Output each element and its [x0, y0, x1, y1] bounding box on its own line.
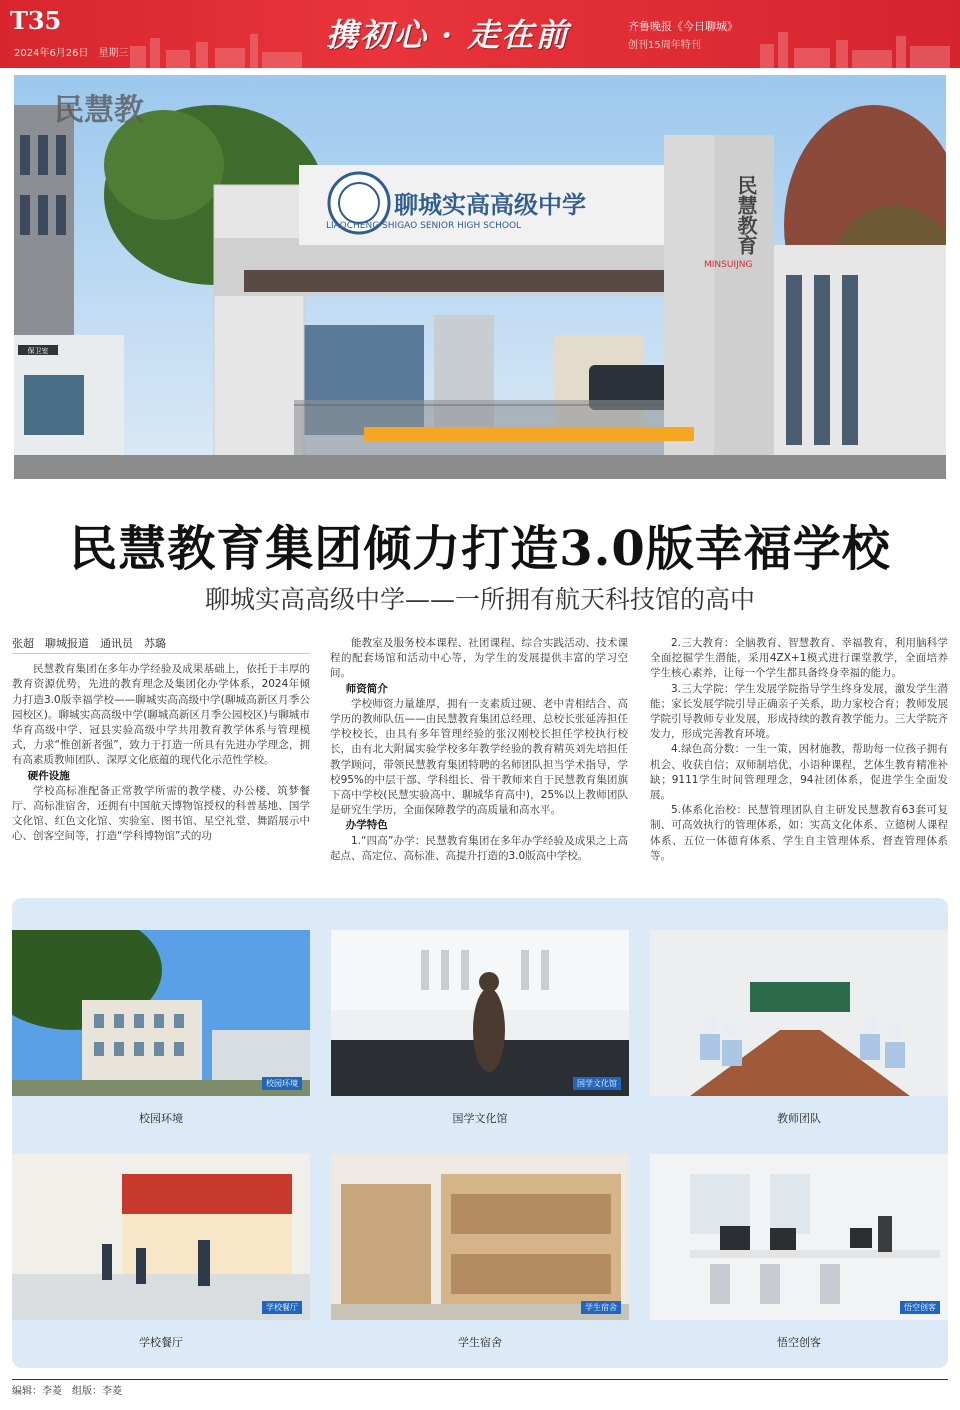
photo-caption: 学校餐厅 [12, 1330, 310, 1356]
paragraph: 5.体系化治校：民慧管理团队自主研发民慧教育63套可复制、可高效执行的管理体系，如：实高文化体系、立德树人课程体系、五位一体德育体系、学生自主管理体系、督查管理体系等。 [650, 804, 948, 862]
hero-school-name: 聊城实高高级中学 [394, 190, 586, 219]
section-heading: 办学特色 [345, 819, 388, 832]
photo-caption: 校园环境 [12, 1106, 310, 1132]
photo-tag: 学生宿舍 [581, 1301, 621, 1314]
paper-name: 齐鲁晚报《今日聊城》 [628, 20, 738, 33]
photo-gallery [12, 898, 948, 1368]
gallery-item [650, 930, 948, 1132]
gallery-item [331, 1154, 629, 1356]
photo-tag: 校园环境 [262, 1077, 302, 1090]
photo-caption: 教师团队 [650, 1106, 948, 1132]
subheadline: 聊城实高高级中学——一所拥有航天科技馆的高中 [204, 585, 755, 614]
masthead-slogan: 携初心 · 走在前 [326, 16, 570, 54]
paragraph: 民慧教育集团在多年办学经验及成果基础上，依托于丰厚的教育资源优势，先进的教育理念及集团化办学体系，2024年倾力打造3.0版幸福学校——聊城实高高级中学(聊城高新区月季公园校区)。聊城实高高级中学(聊城高新区月季公园校区)与聊城市华育高级中学、冠县实验高级中学共用教育教学体系与管理模式，力求“惟创新者强”，致力于打造一所具有先进办学理念，拥有高素质教师团队、深厚文化底蕴的现代化示范性学校。 [12, 663, 310, 767]
gallery-item [12, 1154, 310, 1356]
paragraph: 4.绿色高分数：一生一策，因材施教，帮助每一位孩子拥有机会、收获自信；双师制培优，小语种课程，艺体生教育精准补缺；9111学生时间管理理念，94社团体系，促进学生全面发展。 [650, 743, 948, 802]
photo-dormitory [331, 1154, 629, 1320]
section-heading: 硬件设施 [27, 769, 70, 782]
photo-culture-hall [331, 930, 629, 1096]
page-number: T35 [10, 6, 62, 35]
masthead [0, 0, 960, 68]
byline: 张超 聊城报道 通讯员 苏璐 [12, 636, 310, 654]
photo-canteen [12, 1154, 310, 1320]
photo-caption: 悟空创客 [650, 1330, 948, 1356]
gallery-item [331, 930, 629, 1132]
paragraph: 能教室及服务校本课程、社团课程、综合实践活动、技术课程的配套场馆和活动中心等，为学生的发展提供丰富的学习空间。 [330, 637, 628, 680]
photo-campus [12, 930, 310, 1096]
issue-date: 2024年6月26日 星期三 [14, 48, 129, 59]
article-column-3 [650, 636, 948, 864]
photo-tag: 国学文化馆 [573, 1077, 621, 1090]
corner-logo: 民慧教 [54, 93, 144, 128]
tower-sub: MINSUIJNG [704, 260, 753, 270]
anniversary-label: 创刊15周年特刊 [628, 40, 701, 51]
paragraph: 学校高标准配备正常教学所需的教学楼、办公楼、筑梦餐厅、高标准宿舍，还拥有中国航天博物馆授权的科普基地、国学文化馆、红色文化馆、实验室、图书馆、星空礼堂、舞蹈展示中心、创客空间等，打造“学科博物馆”式的功 [12, 784, 310, 843]
article-column-1 [12, 636, 310, 845]
hero-school-name-en: LIAOCHENG SHIGAO SENIOR HIGH SCHOOL [326, 221, 522, 231]
editor-credits: 编辑：李菱 组版：李菱 [12, 1379, 948, 1397]
photo-caption: 学生宿舍 [331, 1330, 629, 1356]
gallery-item [12, 930, 310, 1132]
tower-text: 民慧教育 [734, 175, 758, 255]
article-column-2 [330, 636, 628, 864]
photo-tag: 学校餐厅 [262, 1301, 302, 1314]
paragraph: 1.“四高”办学：民慧教育集团在多年办学经验及成果之上高起点、高定位、高标准、高提升打造的3.0版高中学校。 [330, 834, 628, 862]
photo-tag: 悟空创客 [900, 1301, 940, 1314]
article-body [12, 636, 948, 882]
gallery-item [650, 1154, 948, 1356]
section-heading: 师资简介 [345, 682, 388, 695]
paragraph: 3.三大学院：学生发展学院指导学生终身发展，激发学生潜能；家长发展学院引导正确亲子关系，助力家校合育；教师发展学院引导教师专业发展，形成持续的教育教学能力。三大学院齐发力，形成完善教育环境。 [650, 682, 948, 741]
paragraph: 学校师资力量雄厚，拥有一支素质过硬、老中青相结合、高学历的教师队伍——由民慧教育集团总经理、总校长张延涛担任学校校长，由具有多年管理经验的张汉刚校长担任学校执行校长，由有北大附属实验学校多年教学经验的教育精英刘先培担任教学顾问，带领民慧教育集团特聘的名师团队担当学术指导，学校95%的中层干部、学科组长、骨干教师来自于民慧教育集团旗下高中学校(民慧实验高中、聊城华育高中)，25%以上教师团队是研究生学历，全面保障教学的高质量和高水平。 [330, 697, 628, 817]
photo-caption: 国学文化馆 [331, 1106, 629, 1132]
hero-photo-school-gate [14, 75, 946, 479]
photo-maker-space [650, 1154, 948, 1320]
photo-teacher-team [650, 930, 948, 1096]
booth-sign: 保卫室 [27, 347, 49, 355]
headline: 民慧教育集团倾力打造3.0版幸福学校 [69, 521, 891, 577]
paragraph: 2.三大教育：全脑教育、智慧教育、幸福教育，利用脑科学全面挖掘学生潜能，采用4ZX+1模式进行课堂教学，全面培养学生核心素养，让每一个学生都具备终身幸福的能力。 [650, 637, 948, 680]
